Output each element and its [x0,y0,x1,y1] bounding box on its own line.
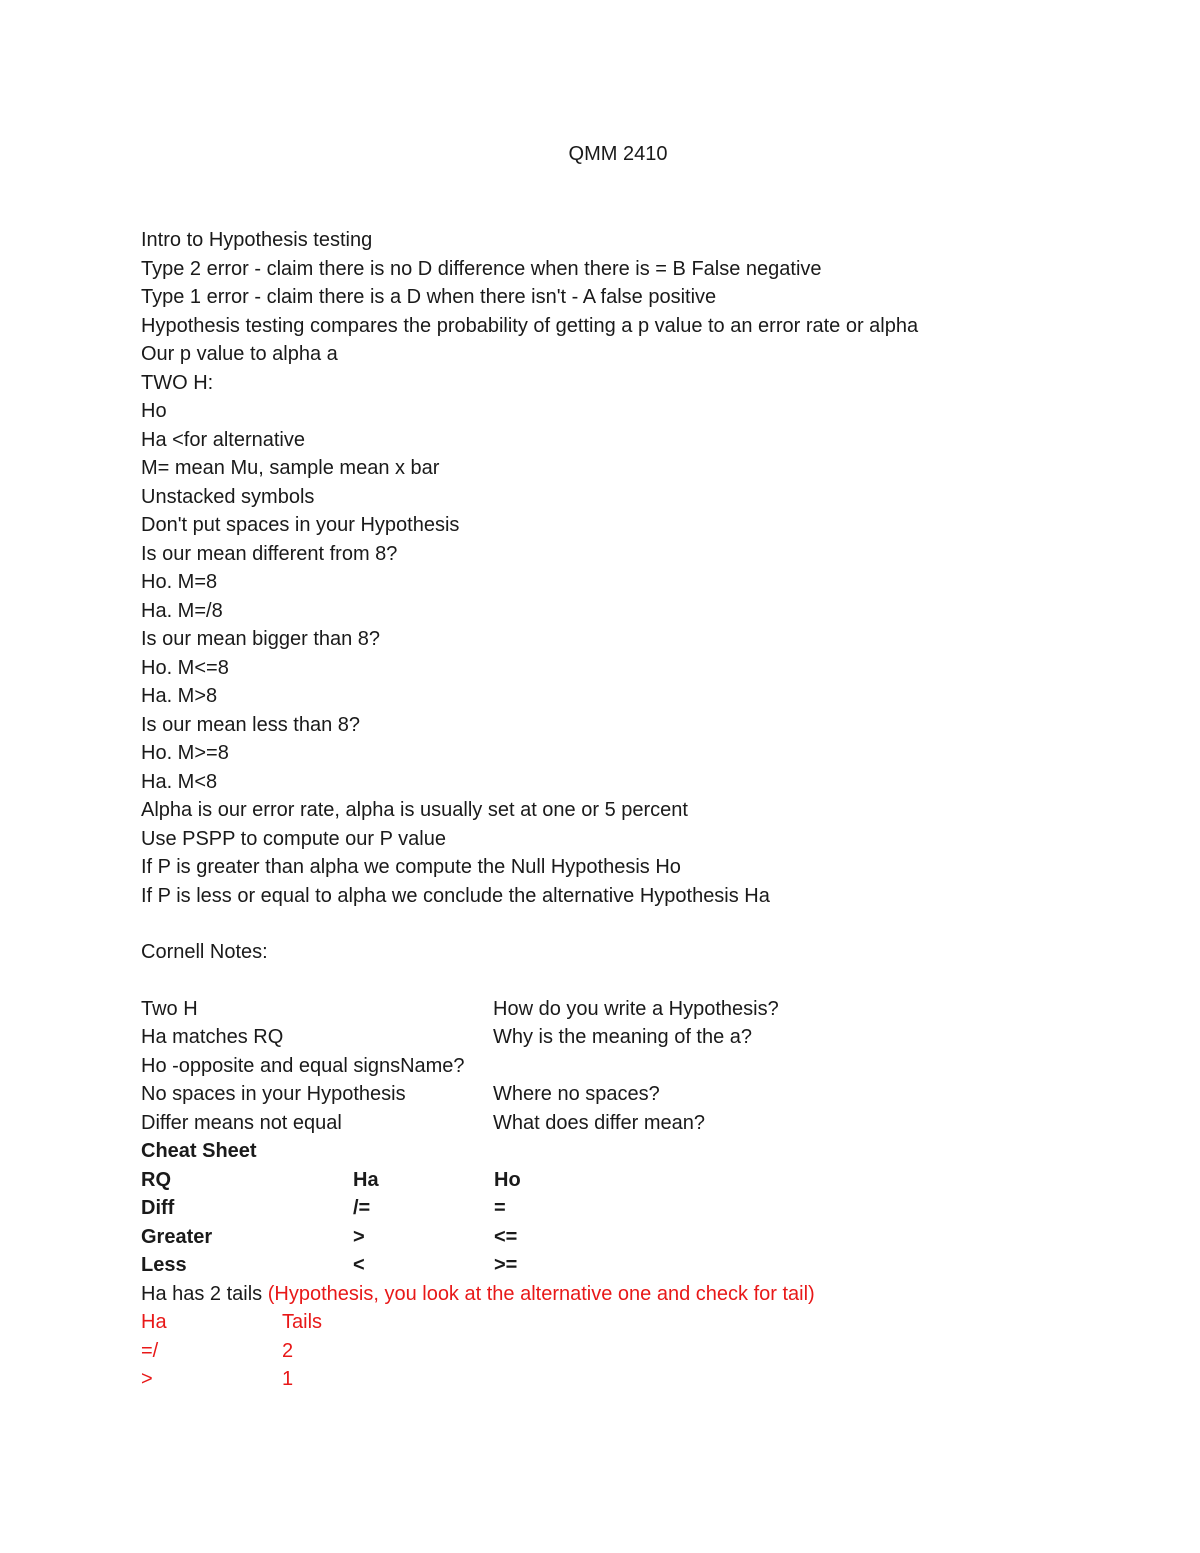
note-line: Ha. M>8 [141,685,218,707]
tails-intro: Ha has 2 tails [141,1282,268,1305]
tails-cell: 1 [282,1368,294,1390]
cheat-sheet-header-cell: Ho [494,1168,521,1191]
cheat-sheet-cell: Less [141,1254,187,1276]
cheat-sheet-header-cell: Ha [353,1168,379,1191]
cheat-sheet-cell: < [353,1254,365,1276]
note-line: Type 2 error - claim there is no D difference when there is = B False negative [141,257,822,280]
cheat-sheet-cell: Greater [141,1225,213,1248]
page-title: QMM 2410 [568,143,668,165]
cheat-sheet-row [141,1223,918,1252]
cheat-sheet-row [141,1251,918,1280]
tails-row [141,1365,918,1394]
note-line: If P is less or equal to alpha we conclude the alternative Hypothesis Ha [141,884,770,907]
cheat-sheet-heading: Cheat Sheet [141,1140,257,1162]
cheat-sheet-header-row [141,1166,918,1195]
cornell-note: Two H [141,997,198,1020]
cheat-sheet-header-cell: RQ [141,1168,171,1191]
cornell-heading: Cornell Notes: [141,941,268,963]
note-line: Is our mean bigger than 8? [141,628,381,650]
cornell-note: Ho -opposite and equal signs [141,1054,401,1077]
tails-header-row [141,1308,918,1337]
cornell-question: Why is the meaning of the a? [493,1026,753,1048]
notes-body [141,226,918,1394]
note-line: Unstacked symbols [141,485,315,508]
cheat-sheet-cell: = [494,1197,506,1219]
note-line: Ho. M<=8 [141,656,229,679]
note-line: Don't put spaces in your Hypothesis [141,514,460,536]
cornell-row [141,1023,918,1052]
note-line: Ho. M=8 [141,571,218,593]
tails-cell: =/ [141,1339,159,1362]
cheat-sheet-cell: >= [494,1254,518,1276]
note-line: Our p value to alpha a [141,343,338,365]
tails-row [141,1337,918,1366]
note-line: Ha. M=/8 [141,599,223,622]
cornell-note: Differ means not equal [141,1111,342,1134]
cheat-sheet-cell: /= [353,1197,371,1219]
cheat-sheet-cell: > [353,1225,365,1248]
cornell-note: No spaces in your Hypothesis [141,1083,406,1105]
cornell-question: Where no spaces? [493,1083,660,1105]
tails-header-cell: Ha [141,1311,167,1333]
note-line: TWO H: [141,371,214,394]
cornell-row [141,1109,918,1138]
cornell-row [141,1052,918,1081]
note-line: Ho. M>=8 [141,742,229,764]
tails-note: (Hypothesis, you look at the alternative one and check for tail) [267,1282,815,1305]
note-line: Is our mean different from 8? [141,542,398,565]
cheat-sheet-cell: Diff [141,1197,175,1219]
note-line: Ha <for alternative [141,428,305,451]
cornell-question: How do you write a Hypothesis? [493,997,779,1020]
note-line: Use PSPP to compute our P value [141,827,446,850]
note-line: If P is greater than alpha we compute the Null Hypothesis Ho [141,856,681,878]
note-line: Intro to Hypothesis testing [141,229,373,251]
note-line: Ho [141,400,167,422]
cheat-sheet-row [141,1194,918,1223]
note-line: Is our mean less than 8? [141,713,361,736]
cornell-question: Name? [400,1054,465,1077]
cornell-row [141,995,918,1024]
cornell-question: What does differ mean? [493,1111,705,1134]
tails-line [141,1280,918,1309]
cornell-row [141,1080,918,1109]
spacer [141,910,918,938]
tails-header-cell: Tails [282,1311,323,1333]
tails-cell: > [141,1368,153,1390]
cheat-sheet-cell: <= [494,1225,518,1248]
note-line: Type 1 error - claim there is a D when there isn't - A false positive [141,286,717,308]
note-line: Alpha is our error rate, alpha is usually set at one or 5 percent [141,799,688,821]
note-line: Ha. M<8 [141,770,218,793]
note-line: Hypothesis testing compares the probability of getting a p value to an error rate or alpha [141,314,919,337]
spacer [141,967,918,995]
note-line: M= mean Mu, sample mean x bar [141,457,440,479]
tails-cell: 2 [282,1339,294,1362]
cornell-note: Ha matches RQ [141,1026,284,1048]
